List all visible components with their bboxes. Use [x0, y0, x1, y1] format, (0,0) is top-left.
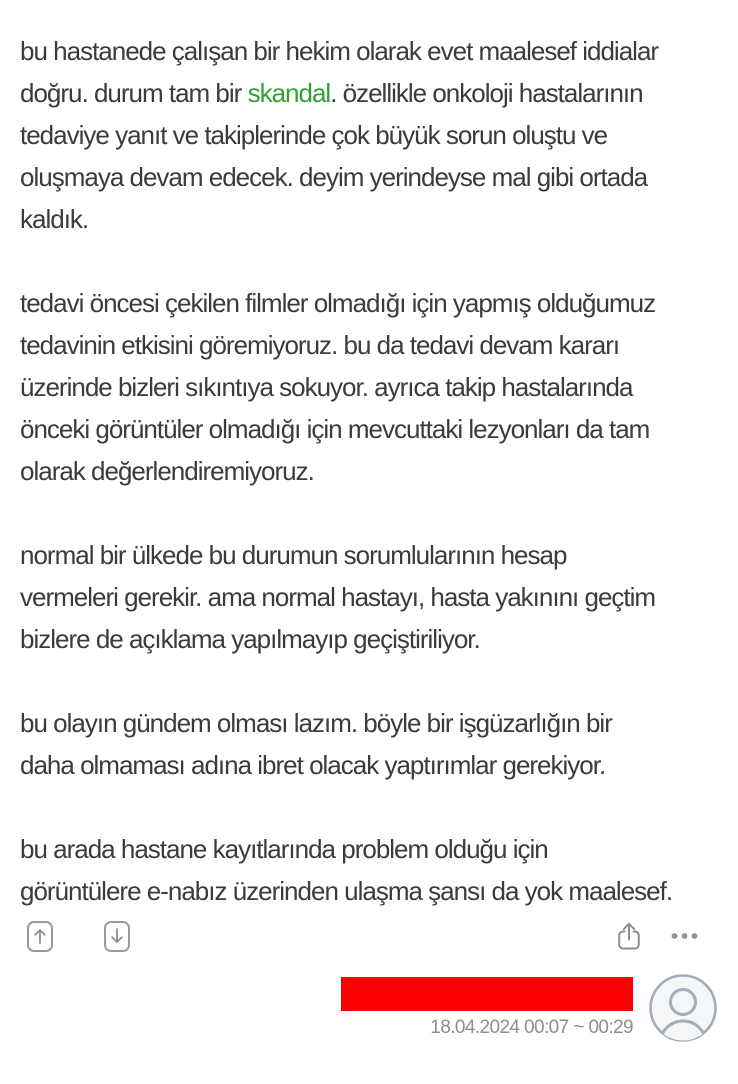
entry-actions-bar	[0, 920, 738, 952]
entry-text-line: daha olmaması adına ibret olacak yaptırımlar gerekiyor.	[20, 750, 606, 780]
entry-timestamp[interactable]: 18.04.2024 00:07 ~ 00:29	[430, 1017, 633, 1038]
more-options-button[interactable]	[671, 932, 698, 940]
paragraph-4	[20, 702, 720, 786]
entry-text-line: oluşmaya devam edecek. deyim yerindeyse mal gibi ortada	[20, 162, 648, 192]
entry-text-line: bizlere de açıklama yapılmayıp geçiştiriliyor.	[20, 624, 480, 654]
entry-text-line: olarak değerlendiremiyoruz.	[20, 456, 314, 486]
entry-text-line: tedavinin etkisini göremiyoruz. bu da tedavi devam kararı	[20, 330, 620, 360]
entry-text-line: normal bir ülkede bu durumun sorumlularının hesap	[20, 540, 567, 570]
paragraph-5	[20, 828, 720, 912]
entry-text-line: üzerinde bizleri sıkıntıya sokuyor. ayrıca takip hastalarında	[20, 372, 633, 402]
paragraph-3	[20, 534, 720, 660]
downvote-button[interactable]	[104, 921, 130, 952]
entry-text-line: bu olayın gündem olması lazım. böyle bir işgüzarlığın bir	[20, 708, 612, 738]
entry-meta	[0, 977, 738, 1043]
entry-text-line: önceki görüntüler olmadığı için mevcuttaki lezyonları da tam	[20, 414, 650, 444]
entry-text-line: vermeleri gerekir. ama normal hastayı, hasta yakınını geçtim	[20, 582, 656, 612]
skandal-link[interactable]: skandal	[247, 78, 331, 108]
username-redaction	[341, 977, 633, 1011]
entry-text-line: bu hastanede çalışan bir hekim olarak evet maalesef iddialar	[20, 36, 659, 66]
entry-text-line: tedaviye yanıt ve takiplerinde çok büyük sorun oluştu ve	[20, 120, 608, 150]
share-icon	[615, 921, 643, 951]
entry-text-line	[20, 72, 720, 114]
entry-text-segment: . özellikle onkoloji hastalarının	[330, 78, 643, 108]
paragraph-1	[20, 30, 720, 240]
entry-text-line: bu arada hastane kayıtlarında problem olduğu için	[20, 834, 548, 864]
entry-text-line: kaldık.	[20, 204, 89, 234]
entry-text-segment: doğru. durum tam bir	[20, 78, 248, 108]
entry-text-line: tedavi öncesi çekilen filmler olmadığı için yapmış olduğumuz	[20, 288, 656, 318]
entry-text-line: görüntülere e-nabız üzerinden ulaşma şansı da yok maalesef.	[20, 876, 673, 906]
arrow-down-icon	[110, 927, 124, 945]
author-meta-column	[341, 977, 633, 1039]
upvote-button[interactable]	[27, 921, 53, 952]
user-avatar[interactable]	[648, 973, 718, 1043]
paragraph-2	[20, 282, 720, 492]
ellipsis-icon	[671, 932, 698, 940]
share-button[interactable]	[615, 921, 643, 951]
arrow-up-icon	[33, 927, 47, 945]
